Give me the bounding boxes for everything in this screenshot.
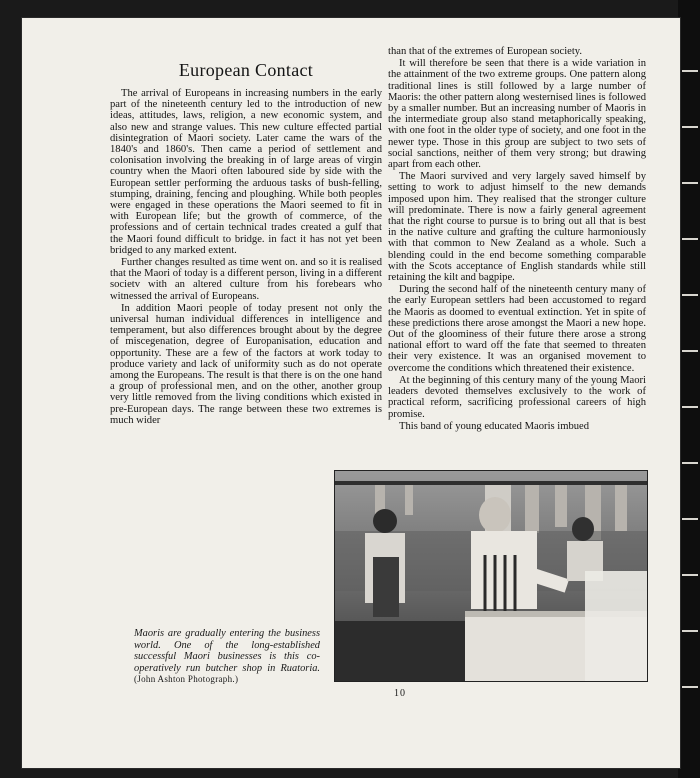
right-text-column <box>388 46 646 432</box>
paragraph: The Maori survived and very largely saved himself by setting to work to adjust himself to the new demands imposed upon him. They realised that the stronger culture will predominate. There is now a fairly general agreement that the right course to pursue is to bring out all that is best in the native culture and grafting the culture harmoniously with that common to New Zealand as a whole. Such a blending could in the end become something comparable with the Scots acceptance of English standards while still retaining the kilt and bagpipe. <box>388 171 646 284</box>
paragraph: In addition Maori people of today present not only the universal human individual differences in intelligence and temperament, but also differences brought about by the degree of miscegenation, degree of Europanisation, education and opportunity. These are a few of the factors at work today to produce variety and lack of uniformity such as do not operate among the Europeans. The result is that there is on the one hand a group of professional men, and on the other, another group very little removed from the living conditions which existed in pre-European days. The range between these two extremes is much wider <box>110 302 382 426</box>
left-text-column <box>110 88 382 426</box>
paragraph: It will therefore be seen that there is a wide variation in the attainment of the two extreme groups. One pattern along traditional lines is still followed by a large number of Maoris: the other pattern along westernised lines is followed by a smaller number. But an increasing number of Maoris in the intermediate group also stand metaphorically speaking, with one foot in the older type of society, and one foot in the newer type. Those in this group are subject to two sets of social sanctions, neither of them very strong; but drawing apart from each other. <box>388 58 646 171</box>
photo-credit: (John Ashton Photograph.) <box>134 674 239 685</box>
photo-caption <box>134 628 320 686</box>
paragraph-continuation: than that of the extremes of European society. <box>388 46 583 57</box>
paragraph: During the second half of the nineteenth century many of the early European settlers had been accustomed to regard the Maoris as doomed to eventual extinction. Yet in spite of these predictions there arose amongst the Maori a new hope. Out of the gloominess of their future there arose a strong national effort to ward off the fate that seemed to threaten their very existence. It was an organised movement to overcome the conditions which threatened their existence. <box>388 284 646 374</box>
paragraph: At the beginning of this century many of the young Maori leaders devoted themselves exclusively to the work of practical reform, sacrificing professional careers of high promise. <box>388 374 646 420</box>
caption-text: Maoris are gradually entering the business world. One of the long-established successful Maori businesses is this co-operatively run butcher shop in Ruatoria. <box>134 628 320 674</box>
photo-illustration <box>335 471 647 681</box>
paragraph: Further changes resulted as time went on. and so it is realised that the Maori of today is a different person, living in a different societv with an altered culture from his forebears who witnessed the arrival of Europeans. <box>110 257 382 302</box>
paragraph: The arrival of Europeans in increasing numbers in the early part of the nineteenth century led to the introduction of new ideas, attitudes, laws, religion, a new economic system, and also new and strange values. This new culture effected partial disintegration of Maori society. Later came the wars of the 1840's and 1860's. Then came a period of settlement and colonisation involving the breaking in of large areas of virgin country when the Maori often laboured side by side with the European settler performing the arduous tasks of bush-felling, stumping, draining, fencing and ploughing. While both peoples were engaged in these operations the Maori seemed to fit in with European life; but the growth of commerce, of the professions and of certain technical trades created a gulf that the Maori found difficult to bridge. in fact it has not yet been bridged to any marked extent. <box>110 88 382 256</box>
article-title: European Contact <box>178 60 314 80</box>
book-binding-edge <box>678 0 700 778</box>
page-number: 10 <box>394 688 406 699</box>
butcher-shop-photo <box>334 470 648 682</box>
paragraph: This band of young educated Maoris imbued <box>399 420 590 432</box>
